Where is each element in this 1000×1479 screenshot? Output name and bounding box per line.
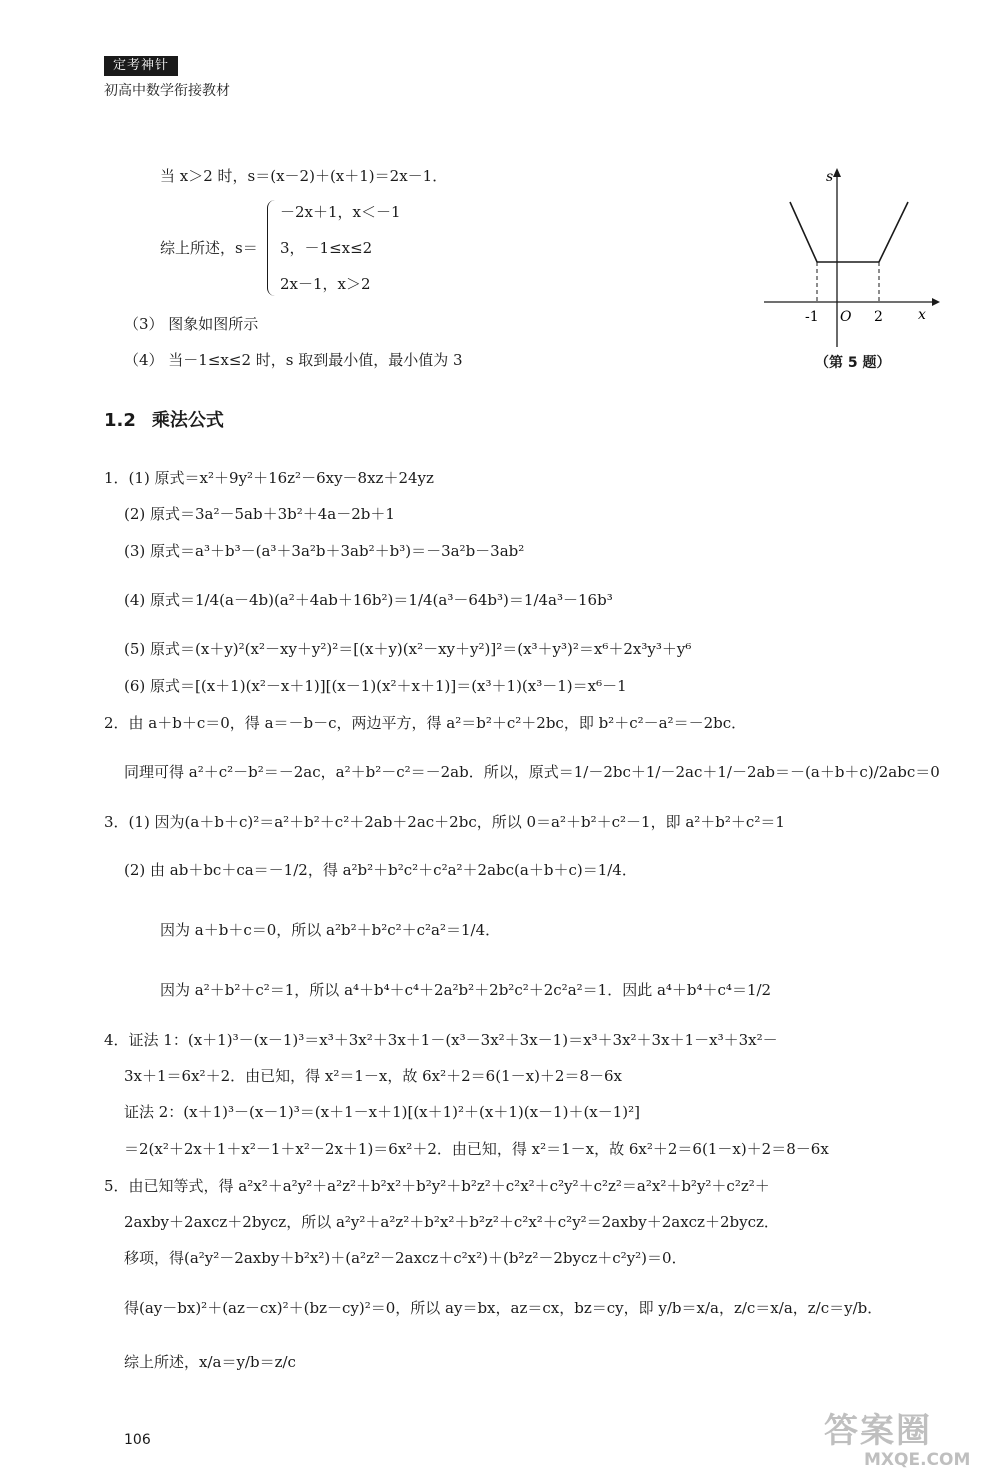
section-name: 乘法公式: [151, 410, 224, 431]
q5-line-3: 移项，得(a²y²－2axby＋b²x²)＋(a²z²－2axcz＋c²x²)＋(b²z²－2bycz＋c²y²)＝0．: [124, 1249, 687, 1267]
summary-label: 综上所述，s＝: [160, 239, 258, 257]
prev-line-1: 当 x＞2 时，s＝(x－2)＋(x＋1)＝2x－1．: [160, 167, 448, 185]
q1-line-1: 1．(1) 原式＝x²＋9y²＋16z²－6xy－8xz＋24yz: [104, 469, 434, 487]
q3-line-1: 3．(1) 因为(a＋b＋c)²＝a²＋b²＋c²＋2ab＋2ac＋2bc，所以 0＝a²＋b²＋c²－1，即 a²＋b²＋c²＝1: [104, 813, 785, 831]
q1-line-3: (3) 原式＝a³＋b³－(a³＋3a²b＋3ab²＋b³)＝－3a²b－3ab²: [124, 542, 525, 560]
y-axis-label: s: [826, 169, 834, 185]
function-graph-figure: [760, 165, 940, 350]
watermark-url: MXQE.COM: [864, 1450, 971, 1470]
section-title: [104, 406, 224, 432]
q5-line-5: 综上所述，x/a＝y/b＝z/c: [124, 1353, 296, 1371]
tick-label-2: 2: [874, 309, 883, 325]
q2-line-1: 2．由 a＋b＋c＝0，得 a＝－b－c，两边平方，得 a²＝b²＋c²＋2bc，即 b²＋c²－a²＝－2bc．: [104, 714, 747, 732]
q2-line-2: 同理可得 a²＋c²－b²＝－2ac，a²＋b²－c²＝－2ab．所以，原式＝1/－2bc＋1/－2ac＋1/－2ab＝－(a＋b＋c)/2abc＝0: [124, 763, 940, 781]
q4-line-2: 3x＋1＝6x²＋2．由已知，得 x²＝1－x，故 6x²＋2＝6(1－x)＋2＝8－6x: [124, 1067, 623, 1085]
q5-line-2: 2axby＋2axcz＋2bycz，所以 a²y²＋a²z²＋b²x²＋b²z²＋c²x²＋c²y²＝2axby＋2axcz＋2bycz．: [124, 1213, 779, 1231]
q1-line-2: (2) 原式＝3a²－5ab＋3b²＋4a－2b＋1: [124, 505, 395, 523]
q4-line-1: 4．证法 1：(x＋1)³－(x－1)³＝x³＋3x²＋3x＋1－(x³－3x²＋3x－1)＝x³＋3x²＋3x＋1－x³＋3x²－: [104, 1031, 778, 1049]
graph-curve: [790, 202, 908, 262]
prev-item-3: （3） 图象如图所示: [124, 315, 259, 333]
piecewise-case-3: 2x－1，x＞2: [280, 275, 371, 293]
q4-line-4: ＝2(x²＋2x＋1＋x²－1＋x²－2x＋1)＝6x²＋2．由已知，得 x²＝1－x，故 6x²＋2＝6(1－x)＋2＝8－6x: [124, 1140, 829, 1158]
q3-line-2: (2) 由 ab＋bc＋ca＝－1/2，得 a²b²＋b²c²＋c²a²＋2abc(a＋b＋c)＝1/4．: [124, 861, 637, 879]
q1-line-5: (5) 原式＝(x＋y)²(x²－xy＋y²)²＝[(x＋y)(x²－xy＋y²)]²＝(x³＋y³)²＝x⁶＋2x³y³＋y⁶: [124, 640, 692, 658]
section-number: 1.2: [104, 410, 136, 431]
page-number: 106: [124, 1432, 151, 1448]
figure-caption: （第 5 题）: [815, 355, 891, 371]
x-axis-arrow: [932, 298, 940, 306]
x-axis-label: x: [918, 307, 926, 323]
header-badge: 定考神针: [104, 56, 178, 76]
q5-line-1: 5．由已知等式，得 a²x²＋a²y²＋a²z²＋b²x²＋b²y²＋b²z²＋c²x²＋c²y²＋c²z²＝a²x²＋b²y²＋c²z²＋: [104, 1177, 770, 1195]
q4-line-3: 证法 2：(x＋1)³－(x－1)³＝(x＋1－x＋1)[(x＋1)²＋(x＋1)(x－1)＋(x－1)²]: [124, 1103, 641, 1121]
origin-label: O: [840, 309, 852, 325]
prev-item-4: （4） 当－1≤x≤2 时，s 取到最小值，最小值为 3: [124, 351, 463, 369]
tick-label-neg1: -1: [805, 309, 819, 325]
piecewise-case-1: －2x＋1，x＜－1: [280, 203, 401, 221]
q3-line-4: 因为 a²＋b²＋c²＝1，所以 a⁴＋b⁴＋c⁴＋2a²b²＋2b²c²＋2c²a²＝1．因此 a⁴＋b⁴＋c⁴＝1/2: [160, 981, 772, 999]
q5-line-4: 得(ay－bx)²＋(az－cx)²＋(bz－cy)²＝0，所以 ay＝bx，az＝cx，bz＝cy，即 y/b＝x/a，z/c＝x/a，z/c＝y/b．: [124, 1299, 883, 1317]
q1-line-6: (6) 原式＝[(x＋1)(x²－x＋1)][(x－1)(x²＋x＋1)]＝(x³＋1)(x³－1)＝x⁶－1: [124, 677, 627, 695]
q1-line-4: (4) 原式＝1/4(a－4b)(a²＋4ab＋16b²)＝1/4(a³－64b³)＝1/4a³－16b³: [124, 591, 613, 609]
header-subtitle: 初高中数学衔接教材: [104, 83, 230, 99]
watermark-logo: [824, 1412, 984, 1472]
watermark-title: 答案圈: [824, 1411, 932, 1451]
piecewise-brace: [267, 200, 276, 296]
q3-line-3: 因为 a＋b＋c＝0，所以 a²b²＋b²c²＋c²a²＝1/4．: [160, 921, 501, 939]
y-axis-arrow: [833, 168, 841, 177]
piecewise-case-2: 3，－1≤x≤2: [280, 239, 373, 257]
